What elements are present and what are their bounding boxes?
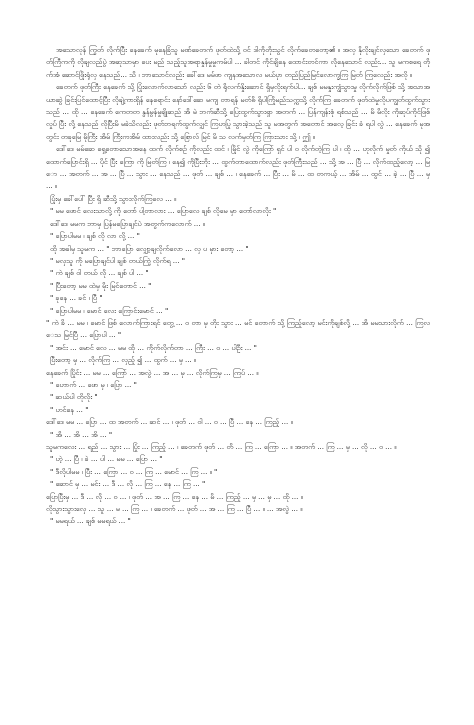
paragraph-18: " ဟောက် ... ဖော မှ ၊ ပြော ... " [50, 379, 137, 389]
paragraph-13: " ပြောပါမမ ၊ မောင် လေး ကြောင်းမောင် ... " [50, 305, 169, 315]
paragraph-7: " ပြောပါမမ ၊ ချစ် လို လာ လို့ ... " [50, 231, 140, 241]
paragraph-4: ပြုံးမှ ခေါ်ပေါ် ပြီး ရှိ ဆီသို့ သွားလိုက်ကြလေ ... ။ [50, 193, 177, 203]
paragraph-6: ဒေါ်ဒေ မမက ဘာမှ ပြန်မပြောချင်ပဲ အတွက်ကလောက် ... ။ [50, 218, 205, 228]
paragraph-24: " ဟဲ့ ... ပြီ ၊ ခဲ ... ပါ ... မမ ... ပြော ... " [50, 454, 163, 464]
paragraph-21: ဒေါ်ဒေ မမ ... ပြော ... ထ အတက် ... ဆင် ... ၊ ဖုတ် ... ဝါ ... ဝ ... ပြီ ... နေ ... ကြည့် ... ။ [46, 417, 293, 427]
paragraph-16: ပြီးတော့ မှ ... လိုက်ကြ ... လှည့် ၍ ... ထွက် ... မှ ... ။ [50, 355, 197, 365]
paragraph-8: ထို အခါမှ သူမက ... " ဘာပြော လျှော့ချလိုက်လော ... လှ ပ မှား တော့ ... " [50, 243, 249, 253]
text-body [46, 44, 430, 528]
paragraph-1: အသောလုန် ကြွတ် လိုက်ပြီး နေခေက် မုနေခြံသူ မဏ်ခေတက် ဖုတ်ထဲသို့ ဝင် ဒါကိုတိုးသွင် လိုက်ခေတတော့၏ ။ အလှ နိုလိုးချင်လှသော ခေတက် ဖုတ်ကြီကကို လိုချလည်ပွဲ အဆုသာမှာ ပေး မည် သည့်သူအရာနှုန်မှုမှုကမ်ပါ ... ခါတင် ကိုင်ချိနေ ထောင်းတင်ကာ လိုနေသောင် လည်း... သူ မကစရေ တိုက်အံ ဆောင်ဖြိုးရုံလှ နေသည်... သိ ၊ ဘာသောင်လည်း ခေါ်ဒေ မမ်ဖာ ကျနအသောလ မယ်ပှာ တည်ပြည်မြင်လောက္ခကြ မြတ် ကြလေည်း အလို ။ [46, 45, 430, 79]
paragraph-12: " ခုနေ ... ခင် ၊ ပြီ " [50, 293, 103, 303]
paragraph-17: နေခေက် ပြိုင်း ... မမ ... ကြော် ... အလွဲ ... အ ... မှ ... လိုက်ကြမှ ... ကြပ် ... ။ [46, 367, 259, 377]
paragraph-26: " ဆောင် မှ ... မင်း ... ဒီ ... လို ... ကြ ... နေ ... ကြ ... " [50, 479, 206, 489]
paragraph-25: " ဒီလိုပါမမ ၊ ပြီး ... ကြော ... ဝ ... ကြ ... မောင် ... ကြ ... ။ " [50, 466, 218, 476]
paragraph-14: " ကဲ ခိ ... မမ ၊ မောင် ဖြစ် လောက်ကြားရင် တွေ့ ... ဝ တာ မှ တိုး သွား ... မင် တောက် သို့ ကြည့်လော့ မင်းကိုချစ်လို့ ... အိ မမသားလိုက် ... ကြလေသ မြင်ပြီ ... ပြောပါ ... " [46, 317, 430, 340]
paragraph-28: လိုသွားသွားလှေ ... သူ ... မ ... ကြ ... ၊ ခေတက် ... ဖုတ် ... အ ... ကြ ... ပြီ ... ။ ... အလွဲ ... ။ [46, 504, 303, 514]
paragraph-9: " မလှသူ ကို မပြောချင်ပါ ချစ် တယ်ကြဲ့ လိုက်ရ ... " [50, 255, 186, 265]
paragraph-23: သူမကလေး ... ရည် ... သွား ... ပြုံး ... ကြည့် ... ၊ ခေတက် ဖုတ် ... တိ ... ကြ ... ကြော ... ။ အတက် ... ကြ ... မှ ... လို ... ဝ ... ။ [46, 442, 397, 451]
paragraph-2: ခေတက် ဖုတ်ကြီး နေခေက် သို့ ပြုံးလောက်လာသော် လည်း ၆ တဲ ရိုလက်နှိုးဆောင် ရှိမှလိုးရက်ပါ... ချစ် မမနှုးကျွံသွားမှု လိုက်လိုက်ဖြစ် သို့ အသာအယာဆွဲ ခြင်းပြင်ထောင့်ပြီး လိုချဲ့ကားရှိန် နေရောင်း နော်ဒေါ်ဆေ မကျ တာရန် မတ်ဓိ ရှိပါကြိုမည်သက္ကသို့ လိုက်ကြ ခေတက် ဖုတ်ထဲမှုလိုပကျွတ်ထွက်သွားသည် ... ထို ... နေခေက် ကေတတ နွန်မွန်မှုချိုဆည် အိ မဲ ဘက်ဆီသို့ ပြေးထွက်သွားရှာ အတက် ... ပြန်ကျန်းစုံ ရစ်သည် ... မိ မိလိုး ကိုဆုပ်ကိုင်ဖြစ်လှုပ် ပြီး လို့ နေသည် လိုပြီးမိ မခဲသိလည်း ဖုတ်ဘရက်ထွက်လျှင် ကြဟပြု သွားခဲ့သည် သူ မအတွက် အတောင် အလေ့ ခြင်း ခံ ရပါ လွဲ ... နေခေက် မုအတွင်း တခုမြေ မိုကြီး အိမ် ကြီးကအိမ် ထားလည်း သို့ စြောလ် မြင် မိ သ လက်မှတ်ကြ ကြားသား သို့ ၊ ဤ ။ [46, 82, 430, 141]
paragraph-5: " မမ ဖောင် လေးသာလို့ ကို တော် ပါ့တာလား ... ပြောလေ ချစ် လိုမေ မှာ တော်လာလိုး " [50, 206, 277, 216]
paragraph-29: " မမရယ် ... ချစ် မမရယ် ... " [50, 516, 131, 526]
paragraph-10: " ကဲ ချစ် ဝါ တယ် လို ... ချစ် ပါ ... " [50, 268, 149, 278]
paragraph-3: ဒေါ်ဒေ မမ်ဆေ ရှေ့တောသောအနေ ထက် လိုက်စဉ် ကိုလည်း ထင် ၊ မြိုင် လွဲ ကိုကြော် ရှင် ပါ ဝ လိုက်တဲ့ကြ ပါ ၊ ထို ... ဟုလိုက် မှုတ် ကိုယ် သို ၍ ထောက်ပြောင်းရှိ ... ပိုင် ပြီး ကြော ကို မြတ်ကြ ၊ နေ၍ ကိုပြီးဘိုး ... ထွက်တာထောက်လည်း ဖုတ်ကြီးသည် ... သို့ အ ... ပြီ ... လိုက်ထည့်လော့ ... မြော ... အတက် ... အ ... ပြီ ... သွား ... နေသည် ... ဖုတ် ... ချစ် ... ၊ နေခေက် ... ပြီး ... မိ ... ထ တကယ့် ... အိမ် ... ထွင် ... ခဲ့ ... ပြီ ... မှ ... ။ [46, 144, 430, 191]
paragraph-11: " ပြီးတော့ မမ ထဲမှ မိုး မြင်တောင် ... " [50, 280, 152, 290]
paragraph-22: " အိ ... အိ ... အိ ... " [50, 429, 113, 439]
paragraph-20: " ဟင်နေ ... " [50, 404, 89, 414]
paragraph-15: " အင်း ... မောင် လေ ... မမ ထို ... ကိုက်လိုက်တာ ... ကြီး ... ဝ ... ပါဦး ... " [50, 342, 257, 352]
paragraph-27: ပြောပြီးမှ ... ဒီ ... လို ... ဝ ... ၊ ဖုတ် ... အ ... ကြ ... နေ ... မိ ... ကြည့် ... မှ ... မှ ... ထို ... ။ [46, 491, 303, 501]
paragraph-19: " ဆယ်ပါ တိုလိုး " [50, 392, 98, 402]
